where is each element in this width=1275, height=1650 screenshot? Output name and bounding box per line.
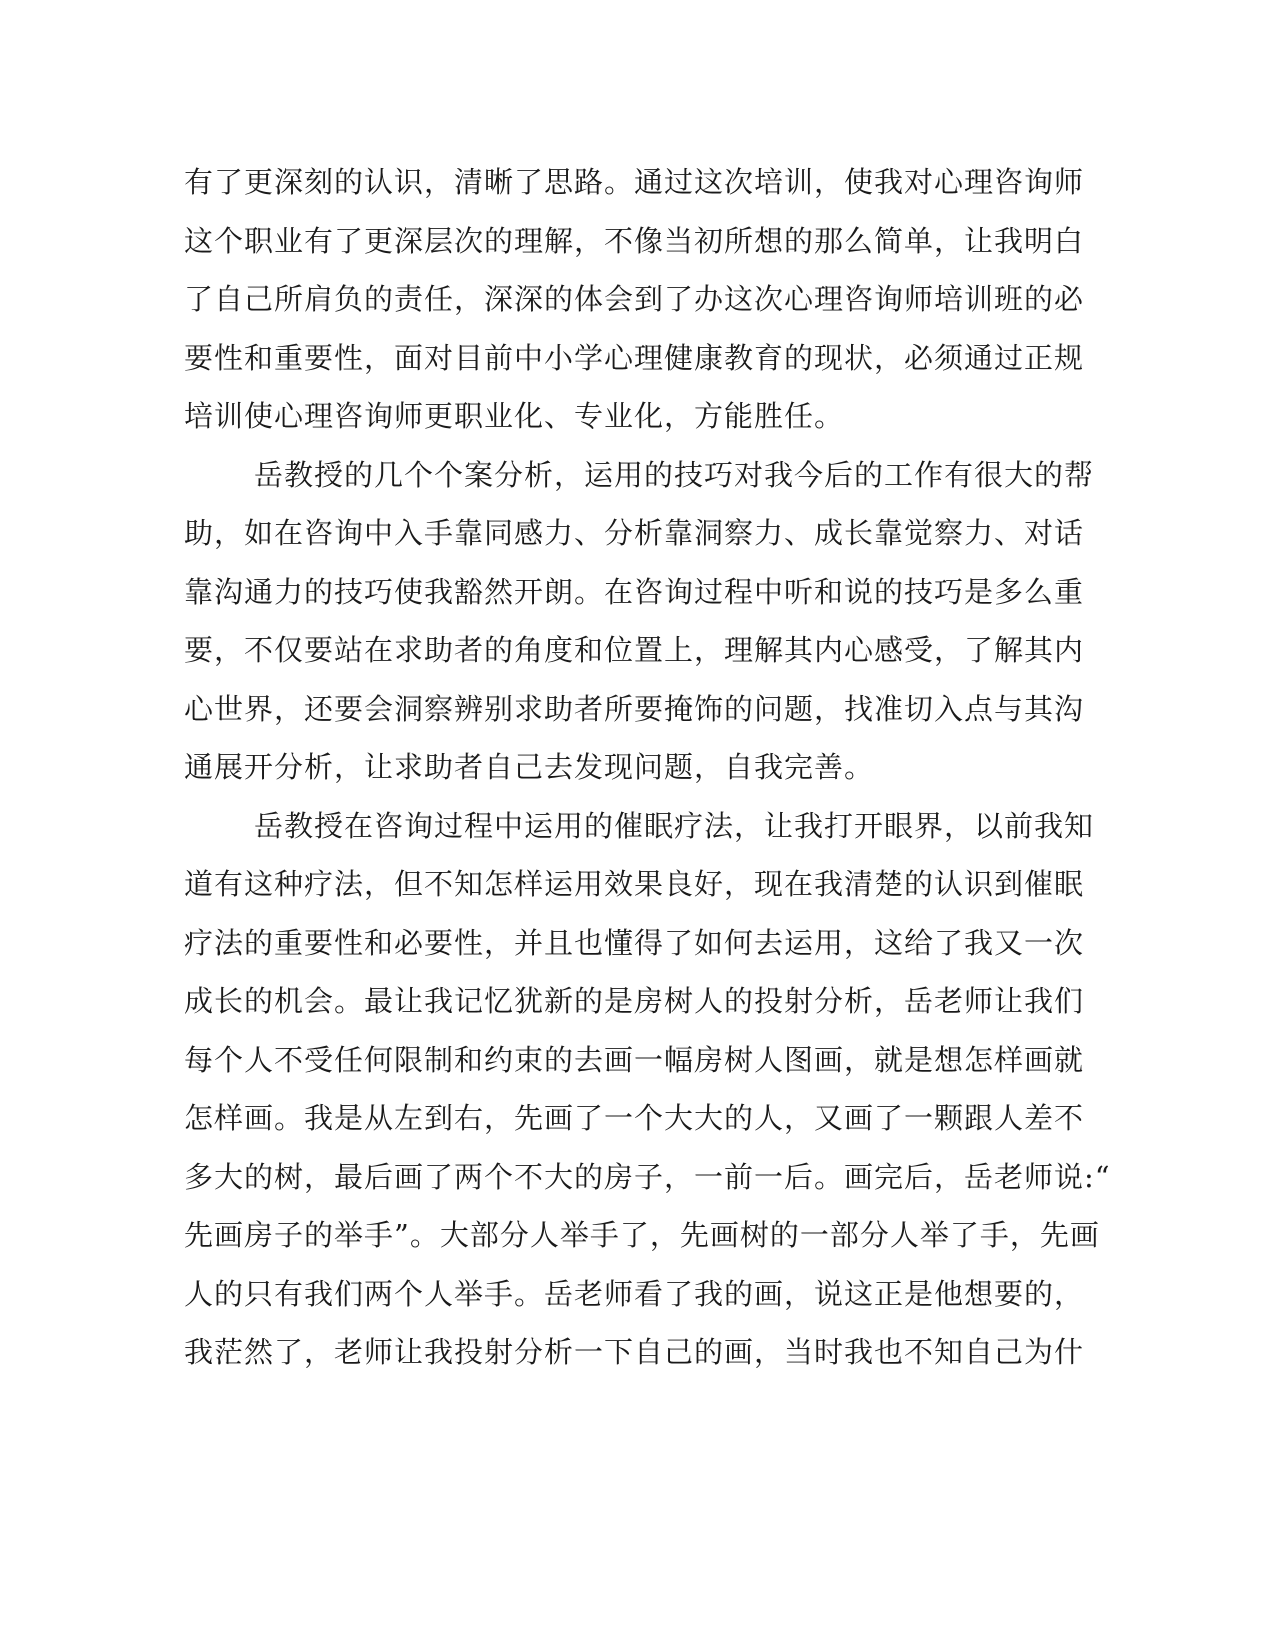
text-line: 了自己所肩负的责任，深深的体会到了办这次心理咨询师培训班的必: [184, 282, 1085, 316]
text-line: 心世界，还要会洞察辨别求助者所要掩饰的问题，找准切入点与其沟: [184, 692, 1085, 726]
text-line: 助，如在咨询中入手靠同感力、分析靠洞察力、成长靠觉察力、对话: [184, 516, 1085, 550]
text-line: 要，不仅要站在求助者的角度和位置上，理解其内心感受，了解其内: [184, 633, 1085, 667]
text-line: 要性和重要性，面对目前中小学心理健康教育的现状，必须通过正规: [184, 341, 1085, 375]
text-line: 每个人不受任何限制和约束的去画一幅房树人图画，就是想怎样画就: [184, 1043, 1085, 1077]
paragraph-first-line: 岳教授的几个个案分析，运用的技巧对我今后的工作有很大的帮: [254, 458, 1095, 492]
text-line: 先画房子的举手”。大部分人举手了，先画树的一部分人举了手，先画: [184, 1218, 1100, 1252]
text-line: 这个职业有了更深层次的理解，不像当初所想的那么简单，让我明白: [184, 224, 1085, 258]
text-line: 成长的机会。最让我记忆犹新的是房树人的投射分析，岳老师让我们: [184, 984, 1085, 1018]
text-line: 通展开分析，让求助者自己去发现问题，自我完善。: [184, 750, 875, 784]
text-line: 培训使心理咨询师更职业化、专业化，方能胜任。: [184, 399, 845, 433]
paragraph-first-line: 岳教授在咨询过程中运用的催眠疗法，让我打开眼界，以前我知: [254, 809, 1095, 843]
text-line: 靠沟通力的技巧使我豁然开朗。在咨询过程中听和说的技巧是多么重: [184, 575, 1085, 609]
text-line: 我茫然了，老师让我投射分析一下自己的画，当时我也不知自己为什: [184, 1335, 1085, 1369]
text-line: 疗法的重要性和必要性，并且也懂得了如何去运用，这给了我又一次: [184, 926, 1085, 960]
text-line: 有了更深刻的认识，清晰了思路。通过这次培训，使我对心理咨询师: [184, 165, 1085, 199]
text-line: 多大的树，最后画了两个不大的房子，一前一后。画完后，岳老师说:“: [184, 1160, 1111, 1194]
text-line: 道有这种疗法，但不知怎样运用效果良好，现在我清楚的认识到催眠: [184, 867, 1085, 901]
text-line: 人的只有我们两个人举手。岳老师看了我的画，说这正是他想要的，: [184, 1277, 1085, 1311]
text-line: 怎样画。我是从左到右，先画了一个大大的人，又画了一颗跟人差不: [184, 1101, 1085, 1135]
